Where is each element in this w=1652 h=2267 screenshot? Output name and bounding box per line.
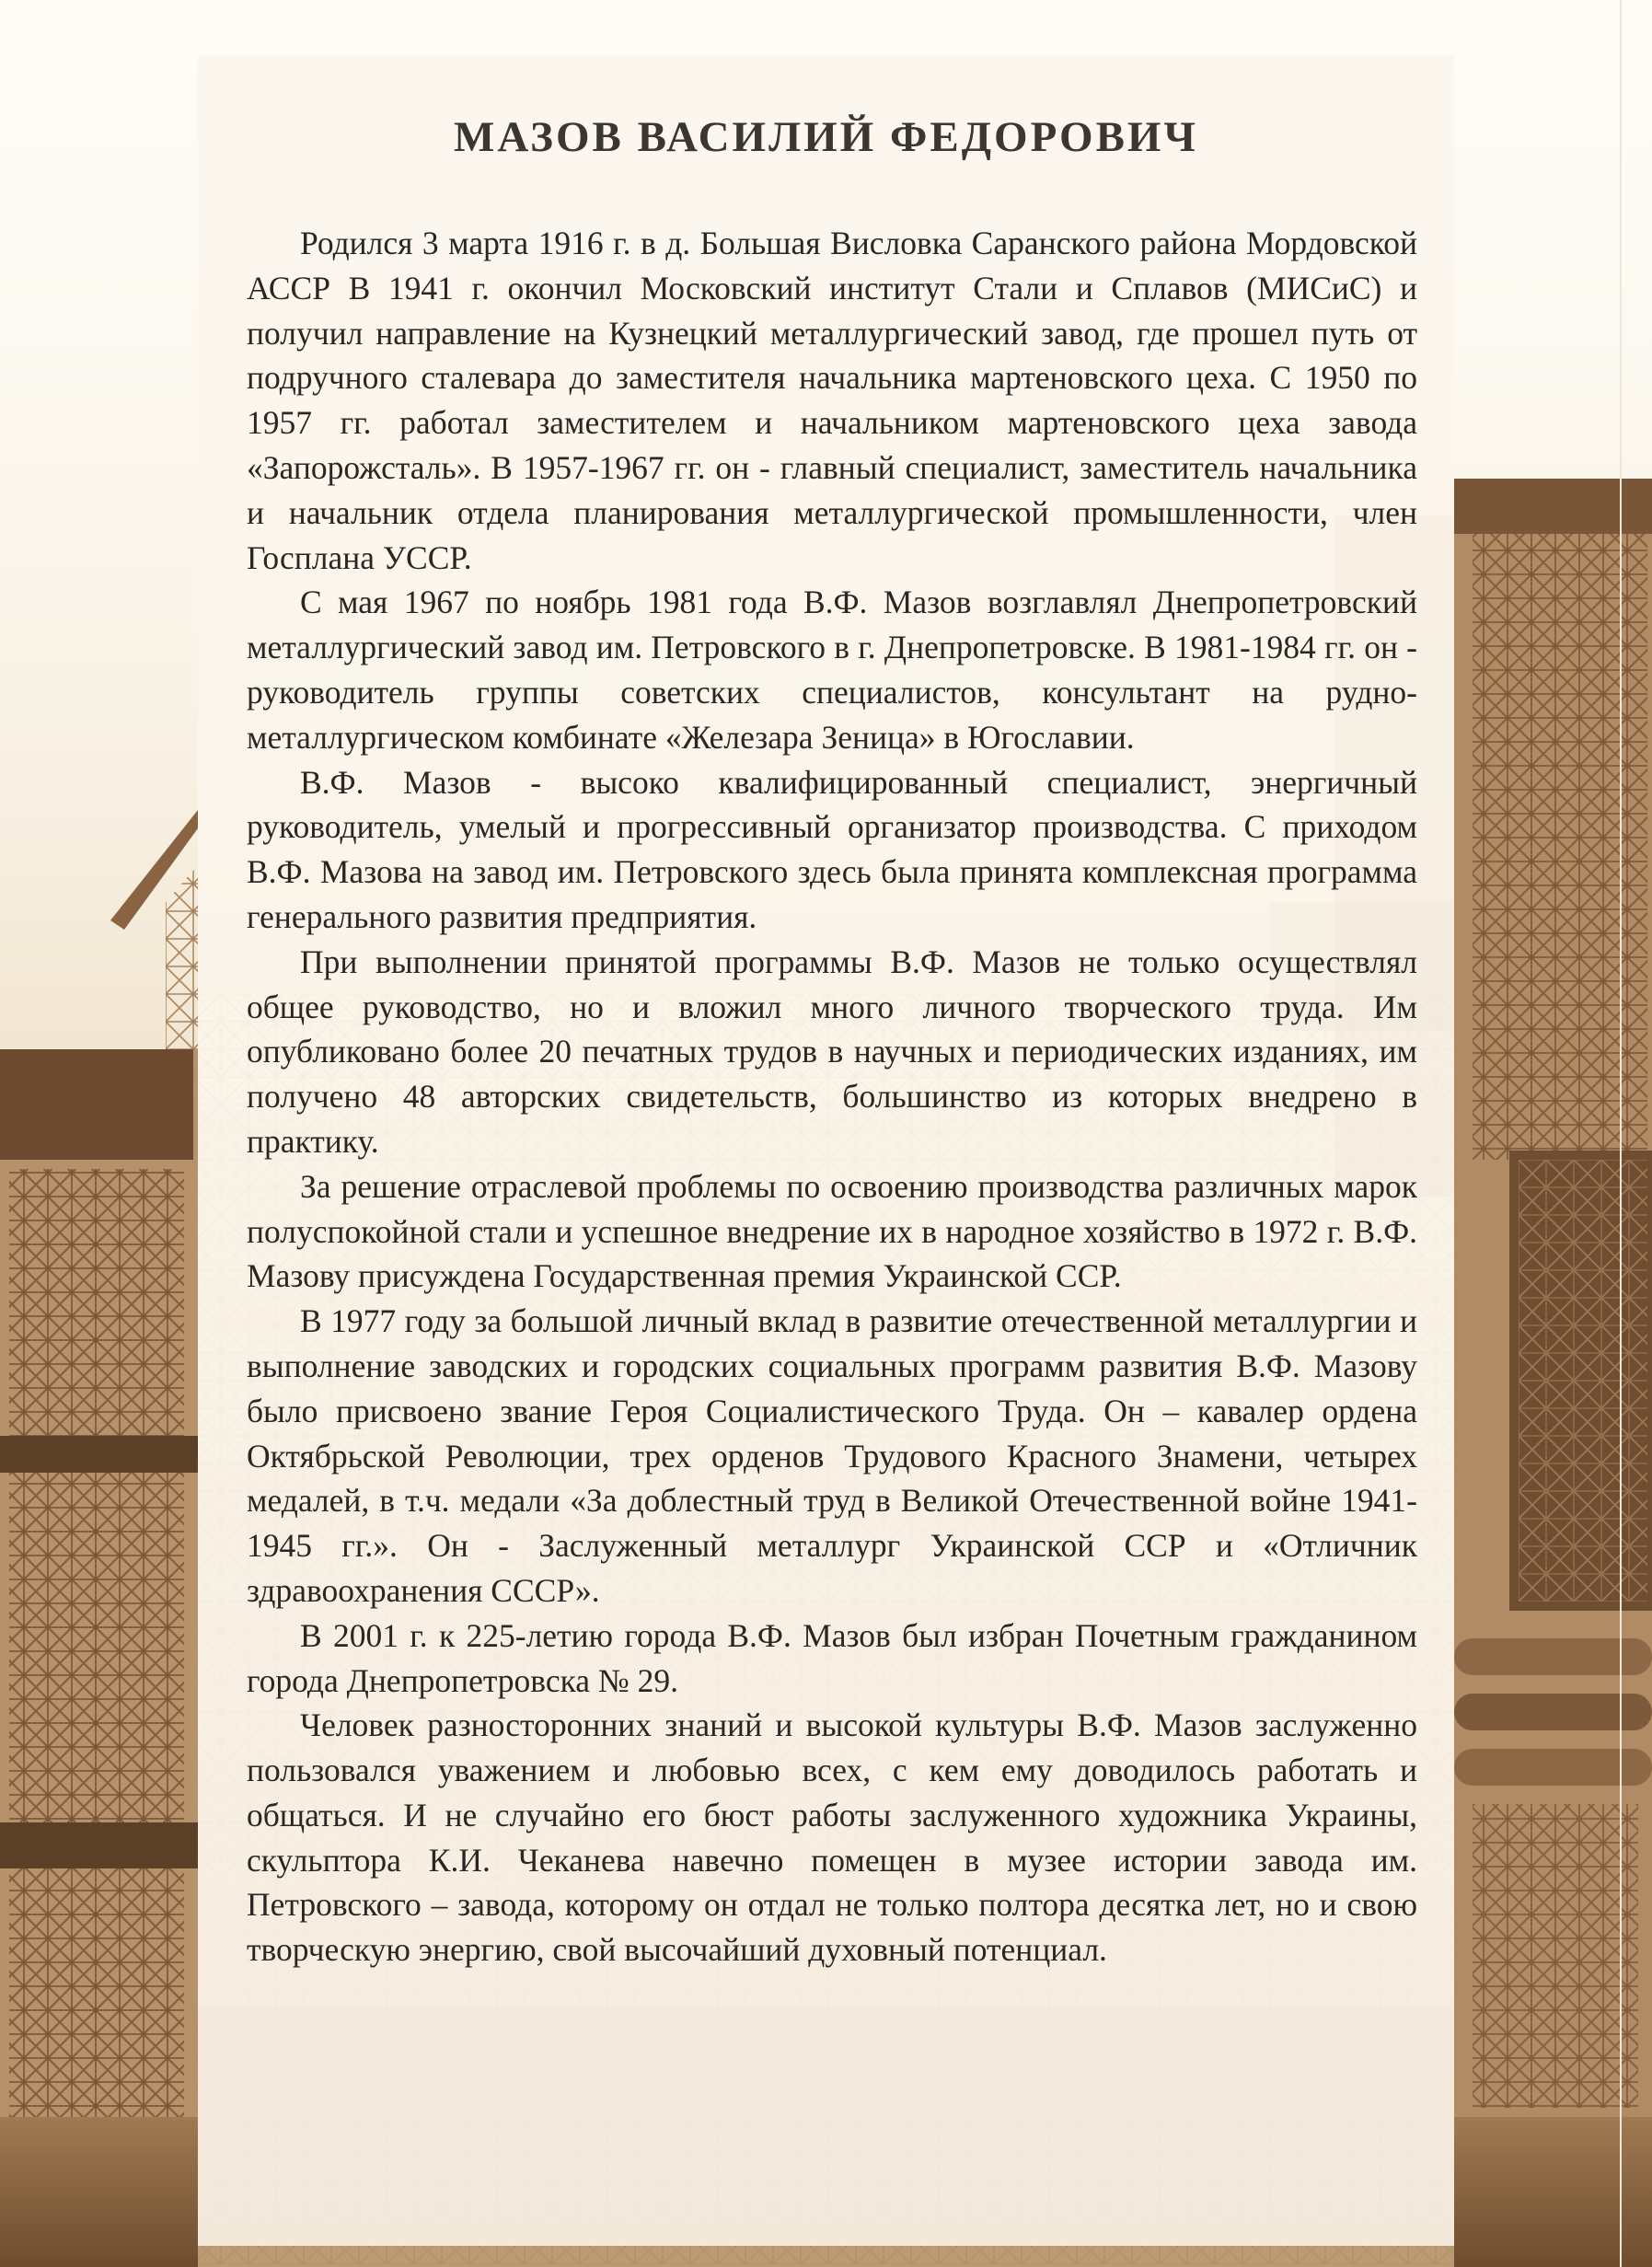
paragraph-qualities: В.Ф. Мазов - высоко квалифицированный специалист, энергичный руководитель, умелый и прогрессивный организатор производства. С приходом В.Ф. Мазова на завод им. Петровского здесь была принята комплексная программа генерального развития предприятия.: [247, 763, 1417, 935]
paragraph-legacy: Человек разносторонних знаний и высокой культуры В.Ф. Мазов заслуженно пользовался уважением и любовью всех, с кем ему доводилось работать и общаться. И не случайно его бюст работы заслуженного художника Украины, скульптора К.И. Чеканева навечно помещен в музее истории завода им. Петровского – завода, которому он отдал не только полтора десятка лет, но и свою творческую энергию, свой высочайший духовный потенциал.: [247, 1706, 1417, 1969]
paragraph-honorary-citizen: В 2001 г. к 225-летию города В.Ф. Мазов был избран Почетным гражданином города Днепропетровска № 29.: [247, 1616, 1417, 1699]
paragraph-state-prize: За решение отраслевой проблемы по освоению производства различных марок полуспокойной стали и успешное внедрение их в народное хозяйство в 1972 г. В.Ф. Мазову присуждена Государственная премия Украинской ССР.: [247, 1167, 1417, 1295]
document-title: МАЗОВ ВАСИЛИЙ ФЕДОРОВИЧ: [454, 113, 1198, 161]
paragraph-birth-education: Родился 3 марта 1916 г. в д. Большая Висловка Саранского района Мордовской АССР В 1941 г. окончил Московский институт Стали и Сплавов (МИСиС) и получил направление на Кузнецкий металлургический завод, где прошел путь от подручного сталевара до заместителя начальника мартеновского цеха. С 1950 по 1957 гг. работал заместителем и начальником мартеновского цеха завода «Запорожсталь». В 1957-1967 гг. он - главный специалист, заместитель начальника и начальник отдела планирования металлургической промышленности, член Госплана УССР.: [247, 225, 1417, 576]
biography-body: [247, 221, 1417, 1972]
paragraph-publications: При выполнении принятой программы В.Ф. Мазов не только осуществлял общее руководство, но и вложил много личного творческого труда. Им опубликовано более 20 печатных трудов в научных и периодических изданиях, им получено 48 авторских свидетельств, большинство из которых внедрено в практику.: [247, 943, 1417, 1160]
paragraph-plant-director: С мая 1967 по ноябрь 1981 года В.Ф. Мазов возглавлял Днепропетровский металлургический завод им. Петровского в г. Днепропетровске. В 1981-1984 гг. он - руководитель группы советских специалистов, консультант на рудно-металлургическом комбинате «Железара Зеница» в Югославии.: [247, 584, 1417, 756]
paragraph-hero-of-labour: В 1977 году за большой личный вклад в развитие отечественной металлургии и выполнение заводских и городских социальных программ развития В.Ф. Мазову было присвоено звание Героя Социалистического Труда. Он – кавалер ордена Октябрьской Революции, трех орденов Трудового Красного Знамени, четырех медалей, в т.ч. медали «За доблестный труд в Великой Отечественной войне 1941-1945 гг.». Он - Заслуженный металлург Украинской ССР и «Отличник здравоохранения СССР».: [247, 1302, 1417, 1609]
